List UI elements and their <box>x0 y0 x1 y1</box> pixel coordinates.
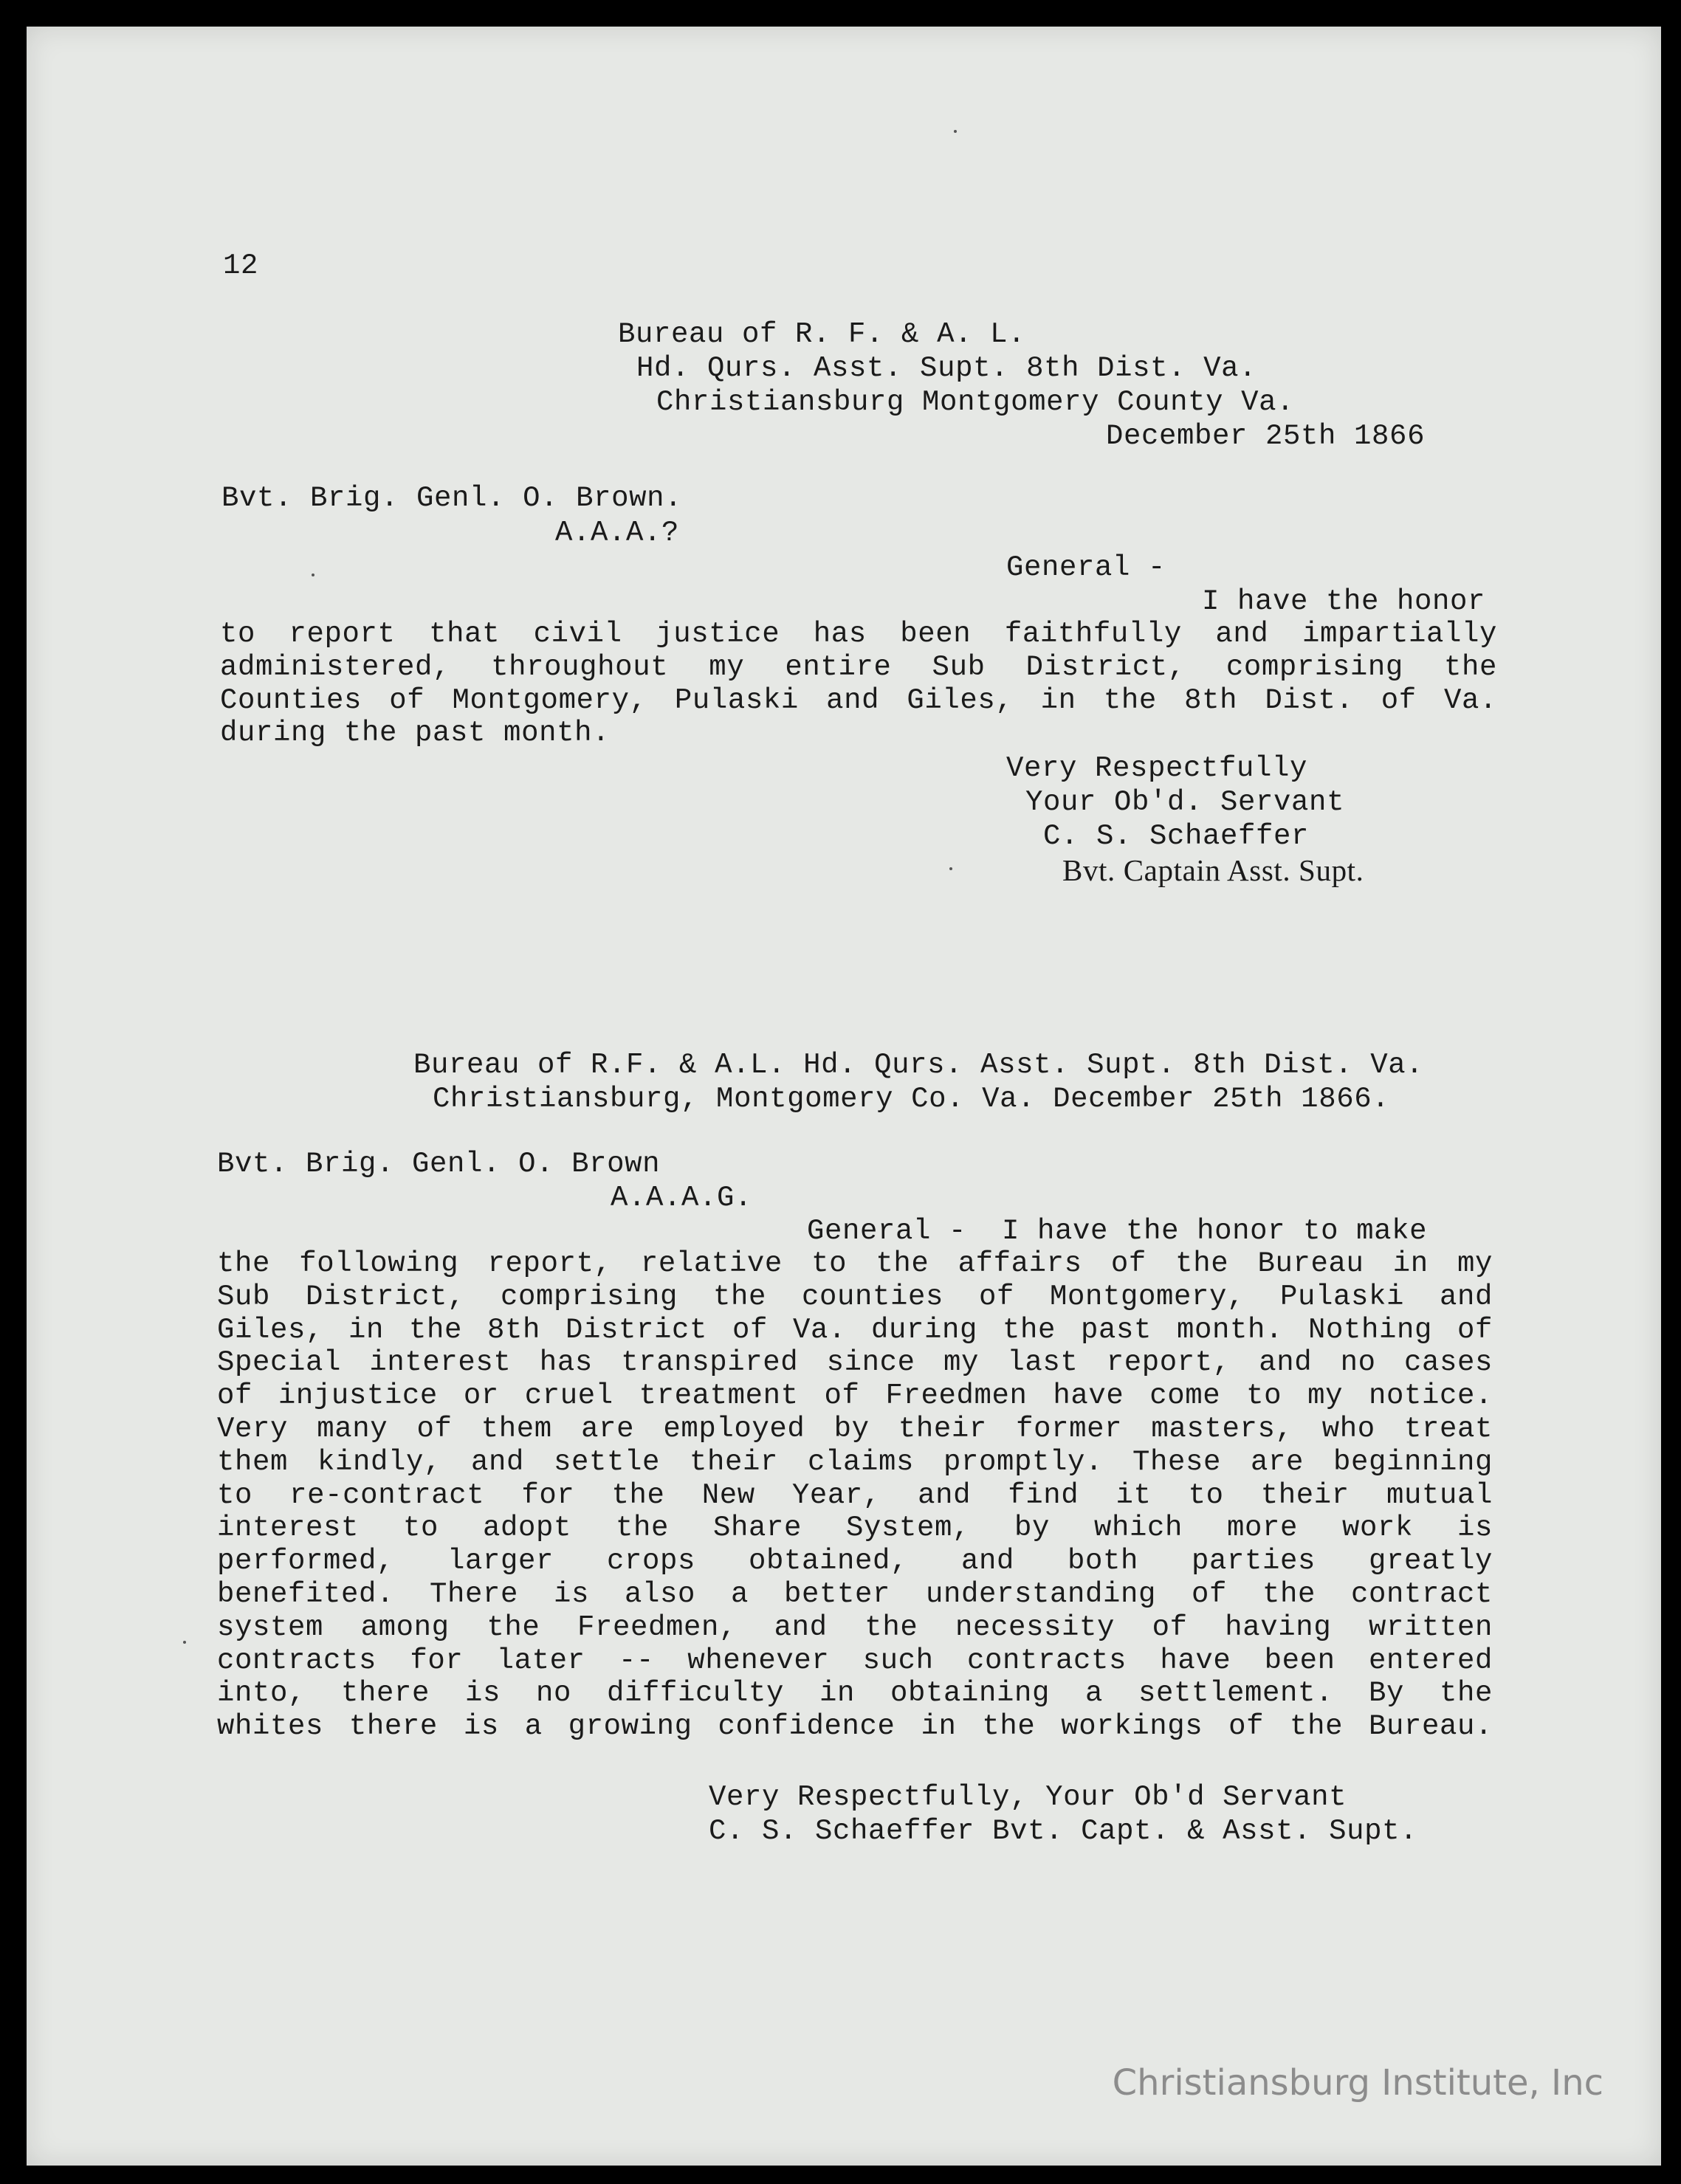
letter1-body-line: administered, throughout my entire Sub District, comprising the <box>220 650 1497 683</box>
letter1-signature: C. S. Schaeffer <box>1043 820 1310 852</box>
letter2-addressee-name: Bvt. Brig. Genl. O. Brown <box>217 1148 661 1180</box>
letter2-body-line: of injustice or cruel treatment of Freedmen have come to my notice. <box>217 1379 1493 1413</box>
paper-speck <box>312 573 314 576</box>
letter1-addressee-name: Bvt. Brig. Genl. O. Brown. <box>221 482 683 514</box>
letter2-closing-line: Very Respectfully, Your Ob'd Servant <box>709 1781 1347 1813</box>
letter1-body-line: to report that civil justice has been faithfully and impartially <box>220 618 1497 650</box>
letter2-body-line: Giles, in the 8th District of Va. during the past month. Nothing of <box>217 1313 1493 1346</box>
letter1-closing-line: Your Ob'd. Servant <box>1025 786 1345 819</box>
letter1-date: December 25th 1866 <box>1106 420 1426 452</box>
page-number: 12 <box>223 249 259 282</box>
letter2-body-line: to re-contract for the New Year, and find it to their mutual <box>217 1478 1493 1512</box>
letter2-body-line: contracts for later -- whenever such contracts have been entered <box>217 1644 1493 1677</box>
letter2-body-line: whites there is a growing confidence in the workings of the Bureau. <box>217 1710 1493 1743</box>
letter2-body-line: Special interest has transpired since my last report, and no cases <box>217 1346 1493 1379</box>
letter2-body-line: benefited. There is also a better understanding of the contract <box>217 1577 1493 1611</box>
letter2-heading-line: Christiansburg, Montgomery Co. Va. December 25th 1866. <box>433 1083 1390 1115</box>
letter2-salutation-line: General - I have the honor to make <box>807 1215 1428 1247</box>
letter2-body <box>217 1247 1493 1743</box>
letter1-heading-line: Hd. Qurs. Asst. Supt. 8th Dist. Va. <box>636 352 1257 385</box>
letter2-signature: C. S. Schaeffer Bvt. Capt. & Asst. Supt. <box>709 1815 1418 1847</box>
paper-speck <box>954 130 957 133</box>
letter2-addressee-title: A.A.A.G. <box>611 1182 753 1214</box>
letter1-heading-line: Bureau of R. F. & A. L. <box>618 318 1026 351</box>
letter2-body-line: performed, larger crops obtained, and both parties greatly <box>217 1545 1493 1578</box>
letter2-body-line: interest to adopt the Share System, by which more work is <box>217 1512 1493 1545</box>
letter1-body <box>220 618 1497 750</box>
letter2-body-line: Sub District, comprising the counties of Montgomery, Pulaski and <box>217 1280 1493 1313</box>
letter1-heading-line: Christiansburg Montgomery County Va. <box>656 386 1295 418</box>
paper-speck <box>949 867 952 870</box>
letter1-salutation: General - <box>1006 551 1166 584</box>
letter1-closing-line: Bvt. Captain Asst. Supt. <box>1062 853 1364 887</box>
letter1-addressee-title: A.A.A.? <box>555 517 680 549</box>
letter1-body-line: during the past month. <box>220 717 611 750</box>
letter2-body-line: system among the Freedmen, and the necessity of having written <box>217 1611 1493 1644</box>
letter2-body-line: into, there is no difficulty in obtaining a settlement. By the <box>217 1677 1493 1710</box>
watermark: Christiansburg Institute, Inc <box>1112 2062 1603 2104</box>
letter2-heading-line: Bureau of R.F. & A.L. Hd. Qurs. Asst. Supt. 8th Dist. Va. <box>413 1049 1424 1081</box>
letter1-closing-line: Very Respectfully <box>1006 752 1308 785</box>
letter2-body-line: Very many of them are employed by their former masters, who treat <box>217 1412 1493 1445</box>
letter1-body-line: Counties of Montgomery, Pulaski and Giles, in the 8th Dist. of Va. <box>220 683 1497 717</box>
letter2-body-line: the following report, relative to the affairs of the Bureau in my <box>217 1247 1493 1280</box>
letter2-body-line: them kindly, and settle their claims promptly. These are beginning <box>217 1445 1493 1478</box>
letter1-body-first-line: I have the honor <box>1202 585 1486 618</box>
paper-speck <box>183 1641 186 1644</box>
